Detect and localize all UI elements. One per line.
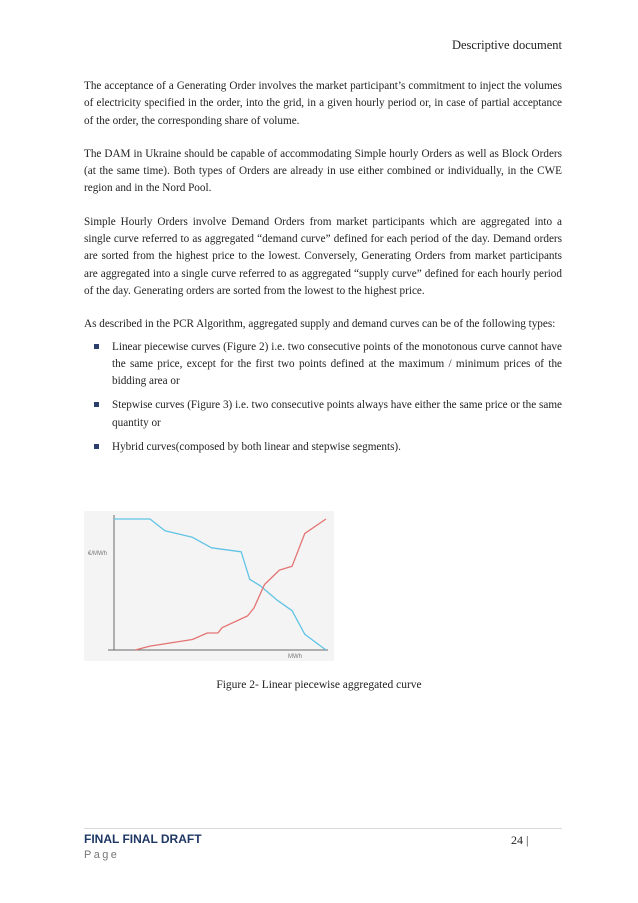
- square-bullet-icon: [94, 402, 99, 407]
- list-item-linear-piecewise: [84, 339, 562, 391]
- page-word: Page: [84, 849, 120, 861]
- figure-caption: Figure 2- Linear piecewise aggregated curve: [216, 679, 422, 691]
- page-number: 24 |: [511, 833, 529, 847]
- paragraph-dam-ukraine: The DAM in Ukraine should be capable of accommodating Simple hourly Orders as well as Block Orders (at the same time). Both types of Orders are already in use either combined or individually, in the CWE region and in the Nord Pool.: [84, 147, 562, 195]
- list-item-hybrid: [84, 439, 562, 456]
- list-item-text: Hybrid curves(composed by both linear and stepwise segments).: [112, 441, 401, 454]
- y-axis-label: €/MWh: [88, 551, 108, 557]
- x-axis-label: MWh: [288, 654, 302, 660]
- curve-types-list: [84, 339, 562, 457]
- paragraph-generating-order: The acceptance of a Generating Order involves the market participant’s commitment to inject the volumes of electricity specified in the order, into the grid, in a given hourly period or, in case of partial acceptance of the order, the corresponding share of volume.: [84, 80, 562, 127]
- footer-divider: [84, 828, 562, 829]
- draft-status-label: FINAL FINAL DRAFT: [84, 832, 202, 846]
- document-type-header: Descriptive document: [451, 38, 562, 52]
- paragraph-curve-types-intro: As described in the PCR Algorithm, aggregated supply and demand curves can be of the following types:: [84, 318, 556, 331]
- square-bullet-icon: [94, 444, 99, 449]
- aggregated-curve-figure: [84, 511, 334, 661]
- aggregated-curve-chart: [84, 511, 334, 661]
- list-item-text: Stepwise curves (Figure 3) i.e. two consecutive points always have either the same price or the same quantity or: [112, 399, 562, 429]
- supply-curve-line: [135, 519, 326, 650]
- list-item-stepwise: [84, 397, 562, 432]
- list-item-text: Linear piecewise curves (Figure 2) i.e. two consecutive points of the monotonous curve cannot have the same price, except for the first two points defined at the maximum / minimum prices of the bidding area or: [112, 340, 562, 388]
- body-text: [84, 78, 562, 463]
- square-bullet-icon: [94, 344, 99, 349]
- paragraph-simple-hourly-orders: Simple Hourly Orders involve Demand Orders from market participants which are aggregated into a single curve referred to as aggregated “demand curve” defined for each period of the day. Demand orders are sorted from the highest price to the lowest. Conversely, Generating Orders from market participants are aggregated into a single curve referred to as aggregated “supply curve” defined for each hourly period of the day. Generating orders are sorted from the lowest to the highest price.: [84, 215, 562, 297]
